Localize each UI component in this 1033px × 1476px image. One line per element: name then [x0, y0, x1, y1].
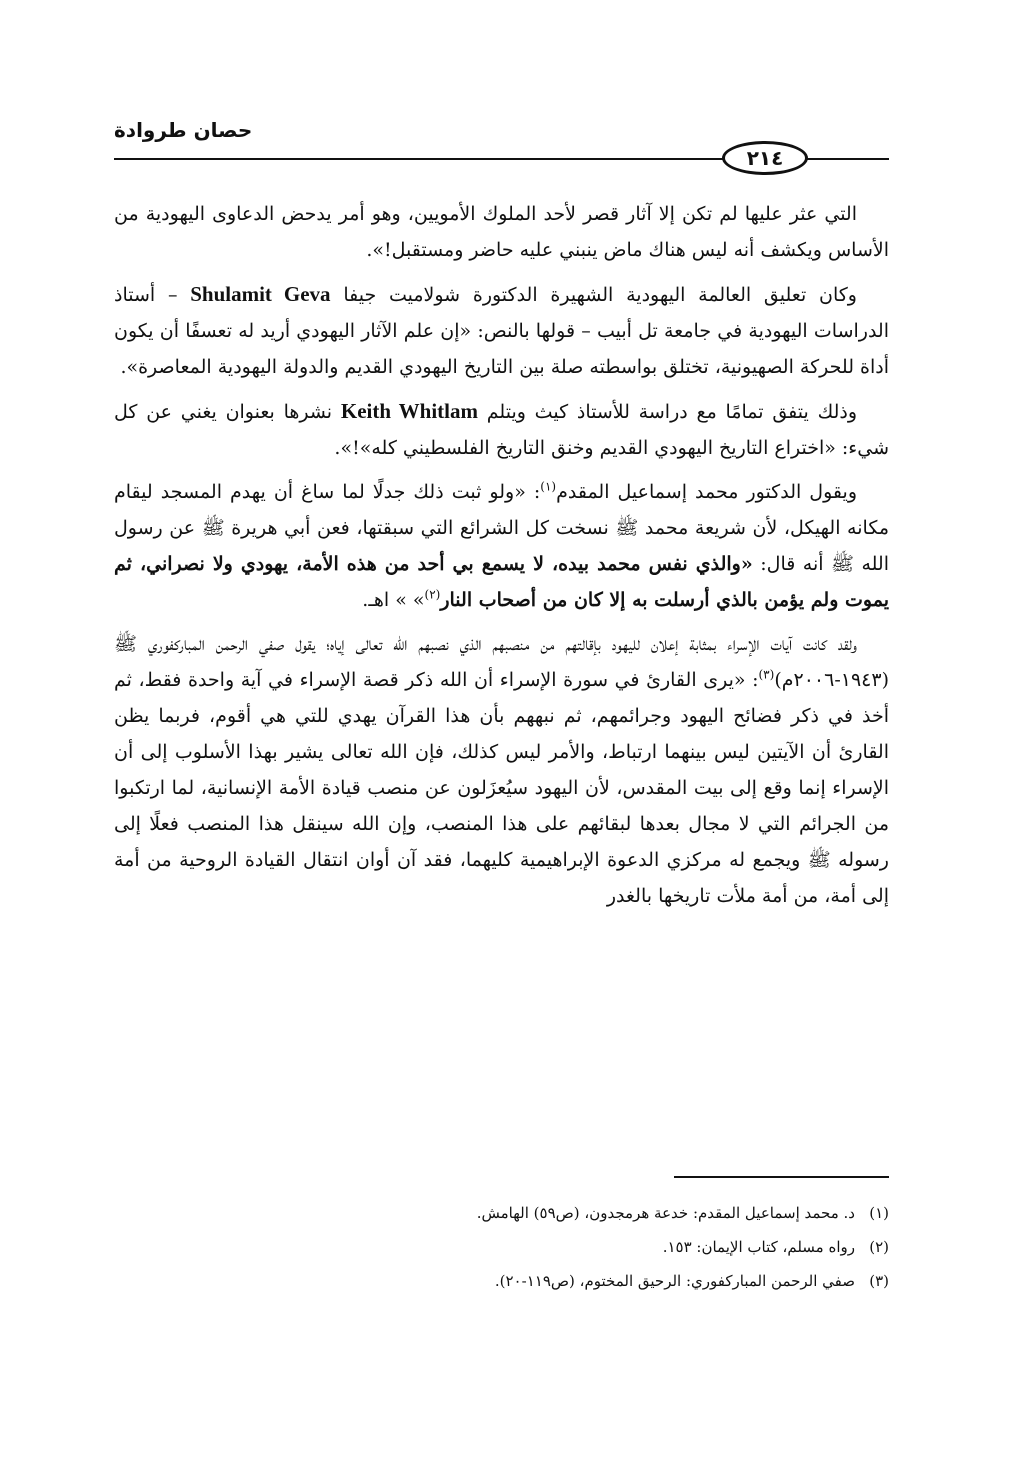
paragraph-5-text-b: : «يرى القارئ في سورة الإسراء أن الله ذكر قصة الإسراء في آية واحدة فقط، ثم أخذ في ذكر فضائح اليهود وجرائمهم، ثم نبههم بأن هذا القرآن يهدي للتي هي أقوم، فربما يظن القارئ أن الآيتين ليس بينهما ارتباط، والأمر ليس كذلك، فإن الله تعالى يشير بهذا الأسلوب إلى أن الإسراء إنما وقع إلى بيت المقدس، لأن اليهود سيُعزَلون عن منصب قيادة الأمة الإنسانية، لما ارتكبوا من الجرائم التي لا مجال بعدها لبقائهم على هذا المنصب، وإن الله سينقل هذا المنصب فعلًا إلى رسوله ﷺ ويجمع له مركزي الدعوة الإبراهيمية كليهما، فقد آن أوان انتقال القيادة الروحية من أمة إلى أمة، من أمة ملأت تاريخها بالغدر	[114, 669, 889, 907]
footnote-number: (١)	[869, 1204, 889, 1222]
footnote-separator	[674, 1176, 889, 1178]
paragraph-3-text-b: نشرها بعنوان يغني عن كل شيء: «اختراع التاريخ اليهودي القديم وخنق التاريخ الفلسطيني كله»!».	[114, 401, 889, 459]
paragraph-4-text-b: : «ولو ثبت ذلك جدلًا لما ساغ أن يهدم المسجد ليقام مكانه الهيكل، لأن شريعة محمد ﷺ نسخت كل الشرائع التي سبقتها، فعن أبي هريرة ﷺ عن رسول الله ﷺ أنه قال:	[114, 481, 889, 575]
page-header	[114, 108, 889, 168]
latin-name-keith-whitlam: Keith Whitlam	[340, 399, 478, 423]
paragraph-4-text-a: ويقول الدكتور محمد إسماعيل المقدم	[556, 481, 857, 503]
running-title: حصان طروادة	[114, 118, 253, 142]
footnote-1	[114, 1196, 889, 1230]
paragraph-2-text-a: وكان تعليق العالمة اليهودية الشهيرة الدكتورة شولاميت جيفا	[343, 284, 857, 306]
footnotes	[114, 1196, 889, 1298]
footnote-text: صفي الرحمن المباركفوري: الرحيق المختوم، (ص١١٩-٢٠).	[494, 1272, 855, 1290]
paragraph-5	[114, 626, 889, 914]
paragraph-4	[114, 474, 889, 618]
paragraph-2-text-b: – أستاذ الدراسات اليهودية في جامعة تل أبيب – قولها بالنص: «إن علم الآثار اليهودي أريد له تعسفًا أن يكون أداة للحركة الصهيونية، تختلق بواسطته صلة بين التاريخ اليهودي القديم والدولة اليهودية المعاصرة».	[114, 284, 889, 378]
page-number: ٢١٤	[722, 141, 808, 175]
footnote-number: (٢)	[869, 1238, 889, 1256]
body-text	[114, 196, 889, 922]
footnote-ref-2[interactable]: (٢)	[424, 587, 441, 602]
footnote-number: (٣)	[869, 1272, 889, 1290]
footnote-2	[114, 1230, 889, 1264]
hadith-quote: «والذي نفس محمد بيده، لا يسمع بي أحد من هذه الأمة، يهودي ولا نصراني، ثم يموت ولم يؤمن بالذي أرسلت به إلا كان من أصحاب النار	[114, 553, 889, 611]
latin-name-shulamit-geva: Shulamit Geva	[190, 282, 331, 306]
footnote-text: رواه مسلم، كتاب الإيمان: ١٥٣.	[662, 1238, 855, 1256]
paragraph-3-text-a: وذلك يتفق تمامًا مع دراسة للأستاذ كيث ويتلم	[486, 401, 858, 423]
paragraph-1-text: التي عثر عليها لم تكن إلا آثار قصر لأحد الملوك الأمويين، وهو أمر يدحض الدعاوى اليهودية من الأساس ويكشف أنه ليس هناك ماض ينبني عليه حاضر ومستقبل!».	[114, 203, 889, 261]
paragraph-2	[114, 276, 889, 385]
paragraph-4-text-c: » » اهـ.	[362, 589, 425, 611]
footnote-text: د. محمد إسماعيل المقدم: خدعة هرمجدون، (ص٥٩) الهامش.	[476, 1204, 855, 1222]
footnote-ref-1[interactable]: (١)	[540, 479, 557, 494]
footnote-ref-3[interactable]: (٣)	[758, 667, 775, 682]
footnote-3	[114, 1264, 889, 1298]
paragraph-3	[114, 393, 889, 466]
paragraph-1	[114, 196, 889, 268]
paragraph-5-text-a: ولقد كانت آيات الإسراء بمثابة إعلان لليهود بإقالتهم من منصبهم الذي نصبهم الله تعالى إياه؛ يقول صفي الرحمن المباركفوري ﷺ (١٩٤٣-٢٠٠٦م)	[114, 633, 889, 691]
